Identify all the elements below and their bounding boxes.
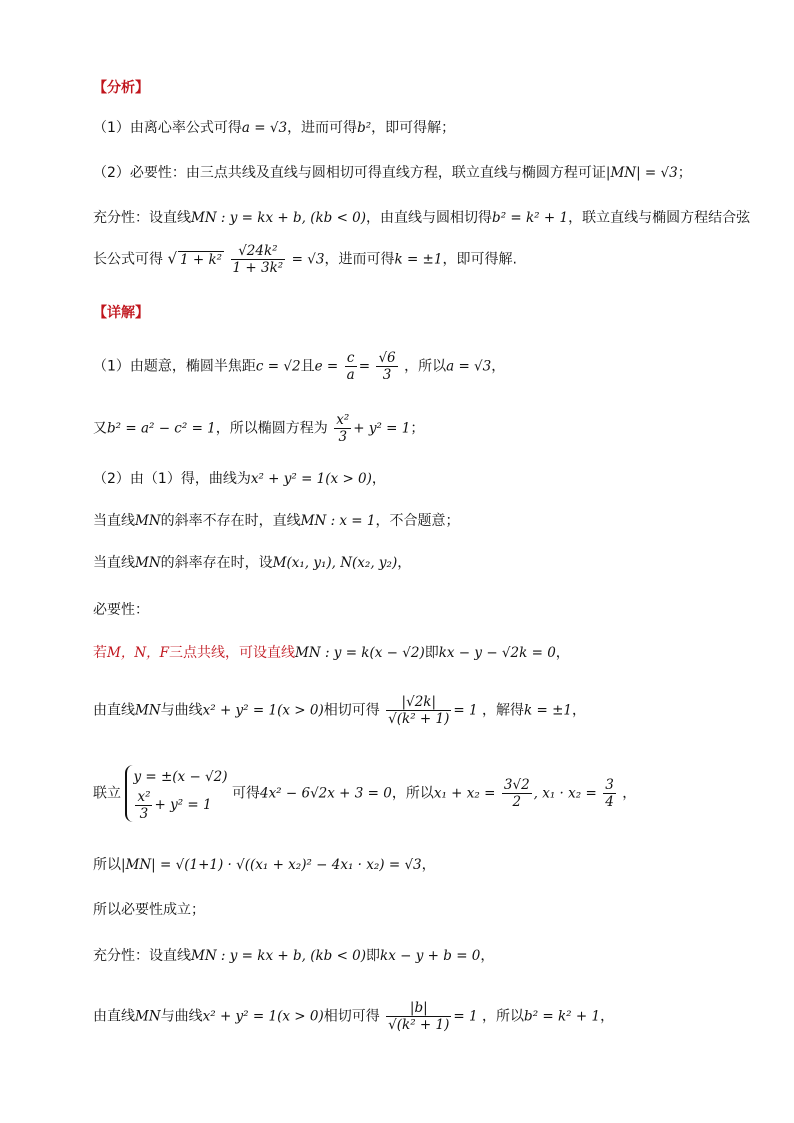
analysis-sufficiency: 充分性：设直线MN : y = kx + b, (kb < 0)，由直线与圆相切得b² = k² + 1，联立直线与椭圆方程结合弦 [93,210,751,226]
detail-line-1: （1）由题意，椭圆半焦距c = √2且e = $\frac{c}{a}$ = $\frac{√6}{3}$ ，所以a = √3， [93,350,506,383]
eccentricity-fraction: $\frac{c}{a}$ [346,350,355,383]
detail-line-7: 若M，N，F三点共线，可设直线MN : y = k(x − √2)即kx − y − √2k = 0， [93,645,570,661]
detail-line-10: 所以|MN| = √(1+1) · √((x₁ + x₂)² − 4x₁ · x₂) = √3， [93,857,436,873]
analysis-chord-length: 长公式可得 √ 1 + k² $\frac{\text{√24k²}}{\text{1 + 3k²}}$ = √3，进而可得k = ±1，即可得解. [93,243,517,276]
detail-heading: 【详解】 [93,305,149,321]
tangent-distance-fraction: $\frac{|√2k|}{\text{√(k² + 1)}}$ [388,694,450,727]
sufficiency-distance-fraction: $\frac{|b|}{\text{√(k² + 1)}}$ [388,1000,450,1033]
necessity-conclusion: 所以必要性成立； [93,902,205,918]
detail-line-9: 联立 y = ±(x − √2) $\frac{\text{x²}}{3}$ + y² = 1 可得4x² − 6√2x + 3 = 0，所以x₁ + x₂ = $\frac{3√2}{2}$ , x₁ · x₂ = $\frac{3}{4}$ ， [93,765,636,822]
detail-line-2: 又b² = a² − c² = 1，所以椭圆方程为 $\frac{\text{x²}}{3}$ + y² = 1； [93,412,425,445]
detail-line-5: 当直线MN的斜率存在时，设M(x₁, y₁), N(x₂, y₂)， [93,555,412,571]
equation-system: y = ±(x − √2) $\frac{\text{x²}}{3}$ + y² = 1 [125,765,227,822]
eccentricity-value: $\frac{√6}{3}$ [378,350,396,383]
detail-line-13: 由直线MN与曲线x² + y² = 1(x > 0)相切可得 $\frac{|b|}{\text{√(k² + 1)}}$ = 1 ，所以b² = k² + 1， [93,1000,615,1033]
ellipse-fraction: $\frac{\text{x²}}{3}$ [336,412,350,445]
analysis-heading: 【分析】 [93,80,149,96]
detail-line-12: 充分性：设直线MN : y = kx + b, (kb < 0)即kx − y + b = 0， [93,948,495,964]
sum-fraction: $\frac{3√2}{2}$ [503,777,530,810]
detail-line-3: （2）由（1）得，曲线为x² + y² = 1(x > 0)， [93,471,386,487]
detail-line-4: 当直线MN的斜率不存在时，直线MN : x = 1，不合题意； [93,513,460,529]
necessity-heading: 必要性： [93,602,149,618]
product-fraction: $\frac{3}{4}$ [605,777,614,810]
chord-fraction: $\frac{\text{√24k²}}{\text{1 + 3k²}}$ [232,243,284,276]
analysis-point-2: （2）必要性：由三点共线及直线与圆相切可得直线方程，联立直线与椭圆方程可证|MN| = √3； [93,165,692,181]
analysis-point-1: （1）由离心率公式可得a = √3，进而可得b²，即可得解； [93,120,456,136]
detail-line-8: 由直线MN与曲线x² + y² = 1(x > 0)相切可得 $\frac{|√2k|}{\text{√(k² + 1)}}$ = 1 ，解得k = ±1， [93,694,587,727]
